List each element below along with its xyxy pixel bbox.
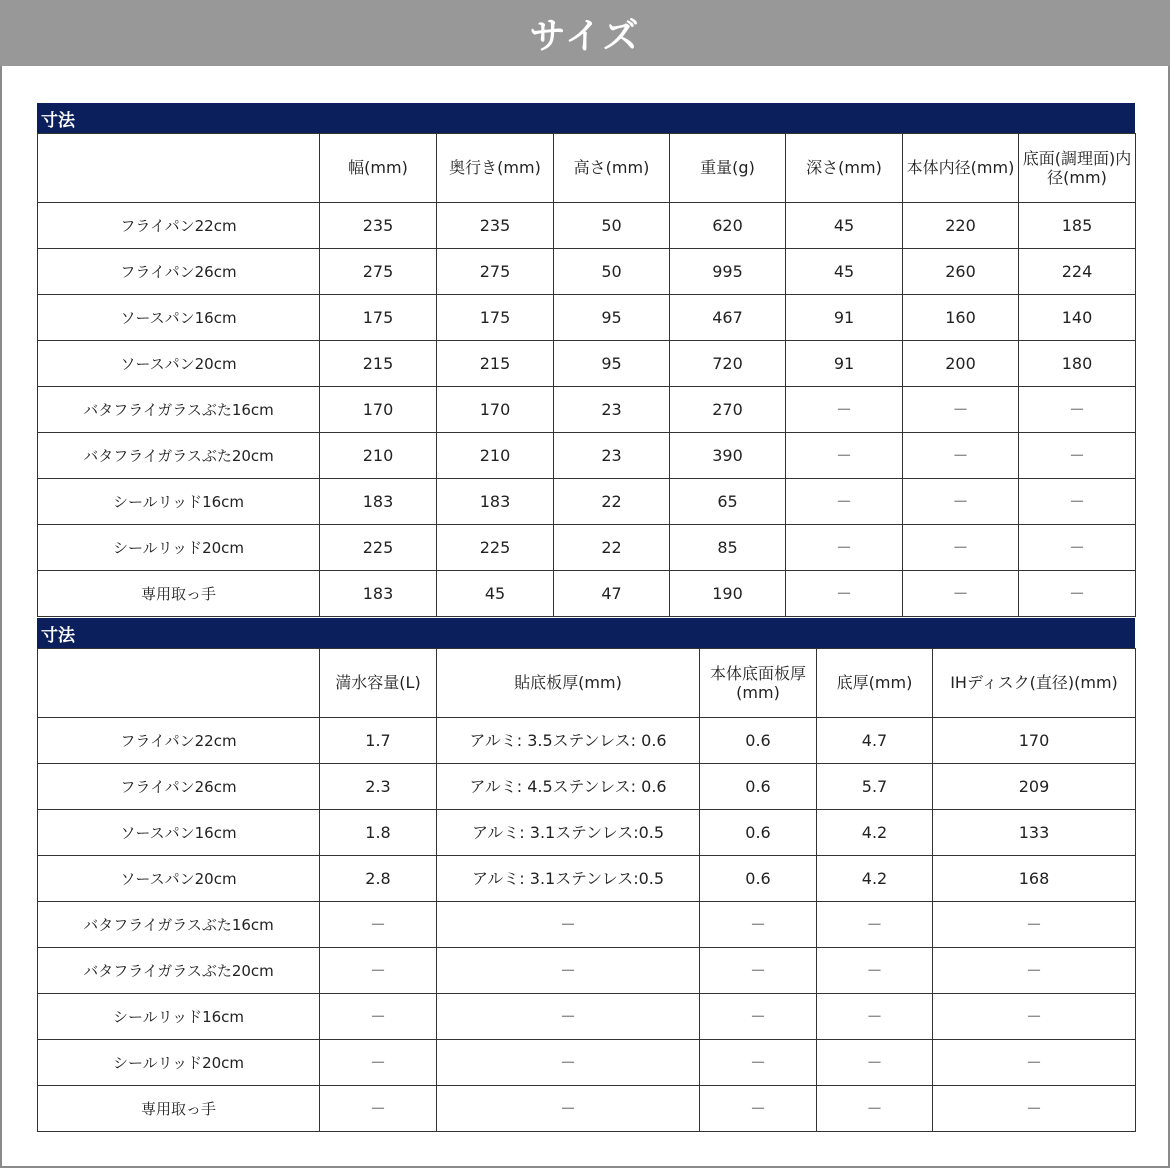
table-cell: － — [437, 948, 700, 994]
table-cell: 4.2 — [817, 810, 933, 856]
section-bar-dimensions-1: 寸法 — [37, 103, 1135, 133]
table-cell: － — [786, 387, 903, 433]
table-cell: 210 — [437, 433, 554, 479]
page-header — [0, 0, 1170, 66]
table-row — [38, 810, 1136, 856]
table-row — [38, 203, 1136, 249]
table-cell: 225 — [320, 525, 437, 571]
table-cell: － — [1019, 571, 1136, 617]
table-cell: 275 — [320, 249, 437, 295]
table-row — [38, 341, 1136, 387]
table-cell: － — [700, 1086, 817, 1132]
table-cell: 185 — [1019, 203, 1136, 249]
table-cell: － — [320, 1086, 437, 1132]
row-label: フライパン26cm — [38, 764, 320, 810]
table-row — [38, 856, 1136, 902]
table-cell: － — [817, 994, 933, 1040]
table-cell: － — [933, 902, 1136, 948]
table-cell: アルミ: 3.1ステンレス:0.5 — [437, 810, 700, 856]
table-cell: 0.6 — [700, 718, 817, 764]
table-row — [38, 295, 1136, 341]
table-row — [38, 249, 1136, 295]
row-label: シールリッド16cm — [38, 994, 320, 1040]
table-cell: 22 — [554, 525, 670, 571]
column-header: 奥行き(mm) — [437, 134, 554, 203]
table-cell: － — [700, 948, 817, 994]
table-cell: 2.3 — [320, 764, 437, 810]
table-cell: － — [320, 948, 437, 994]
table-cell: 91 — [786, 341, 903, 387]
table-cell: 235 — [320, 203, 437, 249]
column-header: 幅(mm) — [320, 134, 437, 203]
table-cell: － — [437, 902, 700, 948]
table-row — [38, 525, 1136, 571]
table-cell: 0.6 — [700, 810, 817, 856]
table-cell: 45 — [786, 203, 903, 249]
row-label: シールリッド20cm — [38, 1040, 320, 1086]
row-label: ソースパン16cm — [38, 295, 320, 341]
row-label: バタフライガラスぶた20cm — [38, 948, 320, 994]
table-cell: 235 — [437, 203, 554, 249]
table-cell: － — [786, 571, 903, 617]
table-cell: 390 — [670, 433, 786, 479]
row-label: バタフライガラスぶた20cm — [38, 433, 320, 479]
table-cell: 183 — [437, 479, 554, 525]
table-cell: 140 — [1019, 295, 1136, 341]
table-row — [38, 1086, 1136, 1132]
table-cell: － — [933, 994, 1136, 1040]
table-cell: － — [903, 479, 1019, 525]
section-bar-dimensions-2: 寸法 — [37, 618, 1135, 648]
table-cell: アルミ: 3.1ステンレス:0.5 — [437, 856, 700, 902]
table-cell: 1.7 — [320, 718, 437, 764]
row-label: シールリッド20cm — [38, 525, 320, 571]
table-row — [38, 479, 1136, 525]
table-row — [38, 1040, 1136, 1086]
page-title: サイズ — [529, 15, 641, 57]
row-label: バタフライガラスぶた16cm — [38, 387, 320, 433]
row-label: ソースパン20cm — [38, 856, 320, 902]
column-header: 貼底板厚(mm) — [437, 649, 700, 718]
table-cell: 65 — [670, 479, 786, 525]
table-cell: － — [437, 994, 700, 1040]
table-cell: 5.7 — [817, 764, 933, 810]
table-cell: 180 — [1019, 341, 1136, 387]
table-cell: － — [817, 948, 933, 994]
column-header: 満水容量(L) — [320, 649, 437, 718]
table-cell: － — [817, 1086, 933, 1132]
row-label: 専用取っ手 — [38, 571, 320, 617]
row-label: フライパン26cm — [38, 249, 320, 295]
table-row — [38, 948, 1136, 994]
table-cell: 225 — [437, 525, 554, 571]
table-cell: － — [700, 1040, 817, 1086]
column-header: 深さ(mm) — [786, 134, 903, 203]
table-cell: 91 — [786, 295, 903, 341]
dimensions-table — [37, 133, 1136, 617]
table-cell: － — [903, 433, 1019, 479]
table-cell: － — [786, 525, 903, 571]
table-cell: 170 — [437, 387, 554, 433]
table-cell: 133 — [933, 810, 1136, 856]
table-row — [38, 764, 1136, 810]
row-label: ソースパン20cm — [38, 341, 320, 387]
table-cell: 45 — [786, 249, 903, 295]
table-cell: 2.8 — [320, 856, 437, 902]
table-cell: － — [1019, 479, 1136, 525]
table-row — [38, 571, 1136, 617]
table-cell: － — [437, 1086, 700, 1132]
table-cell: 160 — [903, 295, 1019, 341]
table-cell: 215 — [437, 341, 554, 387]
table-row — [38, 387, 1136, 433]
table-cell: － — [320, 1040, 437, 1086]
table-cell: 47 — [554, 571, 670, 617]
table-cell: － — [700, 994, 817, 1040]
table-cell: アルミ: 4.5ステンレス: 0.6 — [437, 764, 700, 810]
table-cell: 168 — [933, 856, 1136, 902]
table-cell: 23 — [554, 433, 670, 479]
table-cell: － — [903, 571, 1019, 617]
table-cell: 175 — [320, 295, 437, 341]
table-cell: 995 — [670, 249, 786, 295]
table-cell: 209 — [933, 764, 1136, 810]
table-cell: － — [320, 994, 437, 1040]
column-header: IHディスク(直径)(mm) — [933, 649, 1136, 718]
column-header: 底厚(mm) — [817, 649, 933, 718]
table-cell: 200 — [903, 341, 1019, 387]
table-cell: － — [933, 948, 1136, 994]
table-cell: 50 — [554, 203, 670, 249]
table-cell: 95 — [554, 341, 670, 387]
table-cell: 183 — [320, 479, 437, 525]
table-cell: － — [1019, 525, 1136, 571]
table-cell: 190 — [670, 571, 786, 617]
table-row — [38, 718, 1136, 764]
table-cell: 620 — [670, 203, 786, 249]
table-cell: － — [817, 902, 933, 948]
table-cell: 720 — [670, 341, 786, 387]
table-cell: 183 — [320, 571, 437, 617]
table-row — [38, 433, 1136, 479]
table-row — [38, 994, 1136, 1040]
table-cell: － — [1019, 387, 1136, 433]
table-cell: － — [786, 479, 903, 525]
table-cell: 22 — [554, 479, 670, 525]
row-label: 専用取っ手 — [38, 1086, 320, 1132]
table-cell: 210 — [320, 433, 437, 479]
table-cell: 270 — [670, 387, 786, 433]
table-cell: 50 — [554, 249, 670, 295]
table-cell: 220 — [903, 203, 1019, 249]
column-header: 本体内径(mm) — [903, 134, 1019, 203]
table-cell: － — [320, 902, 437, 948]
column-header: 本体底面板厚(mm) — [700, 649, 817, 718]
table-cell: アルミ: 3.5ステンレス: 0.6 — [437, 718, 700, 764]
header-row — [38, 134, 1136, 203]
column-header: 高さ(mm) — [554, 134, 670, 203]
table-cell: － — [700, 902, 817, 948]
table-cell: 467 — [670, 295, 786, 341]
header-row — [38, 649, 1136, 718]
row-label: ソースパン16cm — [38, 810, 320, 856]
table-cell: 0.6 — [700, 856, 817, 902]
table-cell: 224 — [1019, 249, 1136, 295]
table-cell: － — [903, 525, 1019, 571]
column-header: 底面(調理面)内径(mm) — [1019, 134, 1136, 203]
table-cell: 4.7 — [817, 718, 933, 764]
table-cell: 170 — [933, 718, 1136, 764]
column-header: 重量(g) — [670, 134, 786, 203]
table-cell: 175 — [437, 295, 554, 341]
table-cell: 215 — [320, 341, 437, 387]
table-cell: － — [933, 1086, 1136, 1132]
row-label: フライパン22cm — [38, 718, 320, 764]
table-cell: 95 — [554, 295, 670, 341]
table-cell: 1.8 — [320, 810, 437, 856]
table-cell: 85 — [670, 525, 786, 571]
capacity-thickness-table — [37, 648, 1136, 1132]
table-cell: 23 — [554, 387, 670, 433]
row-label: シールリッド16cm — [38, 479, 320, 525]
column-header — [38, 134, 320, 203]
table-cell: 4.2 — [817, 856, 933, 902]
row-label: フライパン22cm — [38, 203, 320, 249]
table-cell: 260 — [903, 249, 1019, 295]
table-cell: － — [933, 1040, 1136, 1086]
table-cell: － — [817, 1040, 933, 1086]
table-cell: － — [786, 433, 903, 479]
table-cell: 170 — [320, 387, 437, 433]
table-cell: 275 — [437, 249, 554, 295]
table-cell: － — [437, 1040, 700, 1086]
column-header — [38, 649, 320, 718]
table-cell: － — [903, 387, 1019, 433]
table-cell: 45 — [437, 571, 554, 617]
table-cell: 0.6 — [700, 764, 817, 810]
table-row — [38, 902, 1136, 948]
table-cell: － — [1019, 433, 1136, 479]
row-label: バタフライガラスぶた16cm — [38, 902, 320, 948]
